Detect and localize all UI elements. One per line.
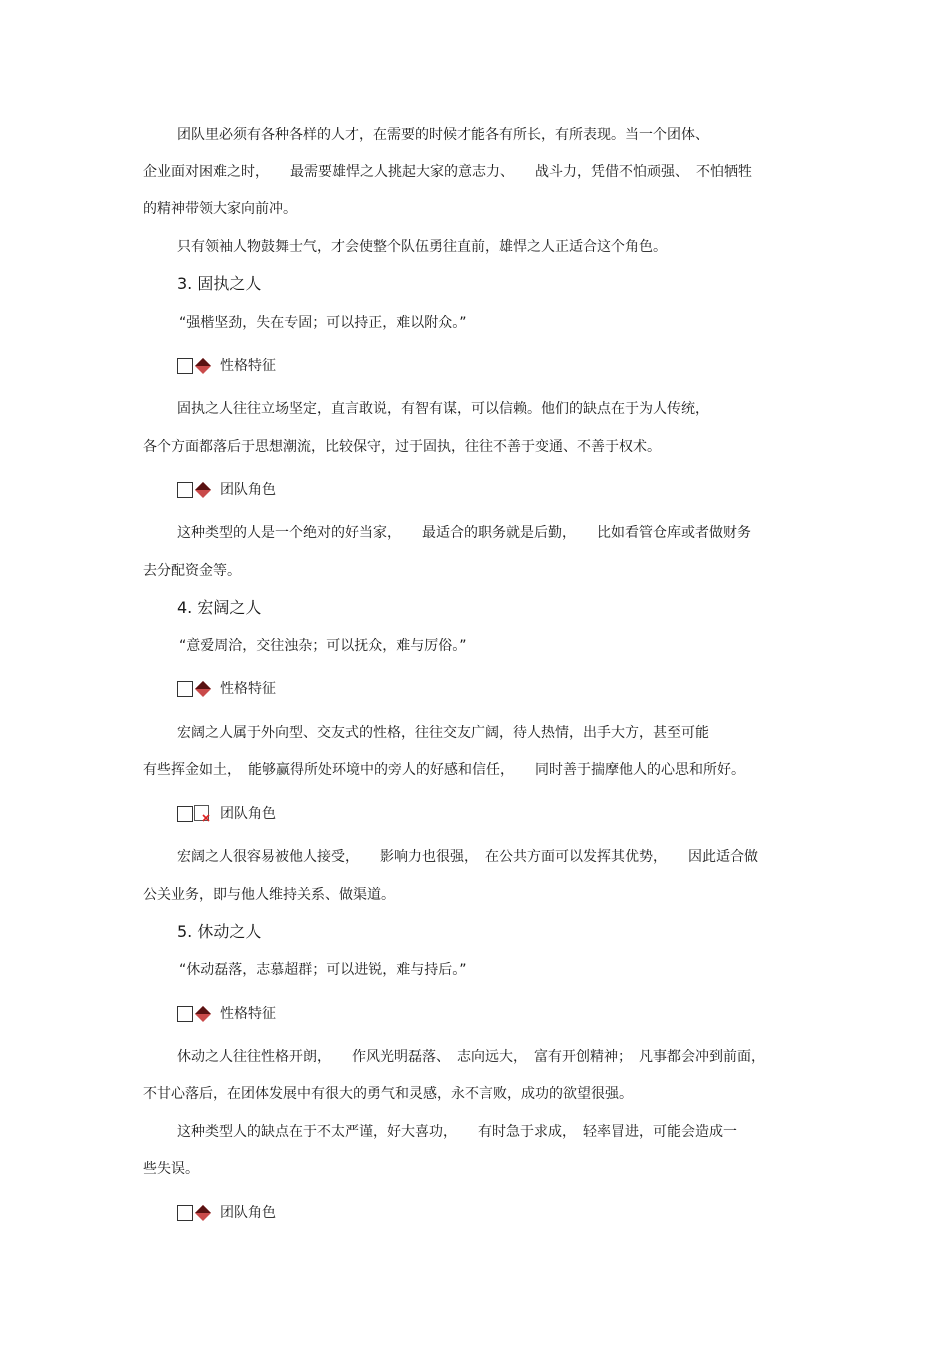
paragraph-line: 有些挥金如土， 能够赢得所处环境中的旁人的好感和信任， 同时善于揣摩他人的心思和所好。 [143, 762, 745, 778]
diamond-bullet-icon [194, 357, 212, 375]
subheading-trait [177, 356, 276, 376]
paragraph-line: 只有领袖人物鼓舞士气，才会使整个队伍勇往直前，雄悍之人正适合这个角色。 [177, 239, 667, 255]
paragraph-line: 这种类型人的缺点在于不太严谨，好大喜功， 有时急于求成， 轻率冒进，可能会造成一 [177, 1124, 737, 1140]
quote-line: “意爱周洽，交往浊杂；可以抚众，难与厉俗。” [179, 638, 467, 654]
paragraph-line: 的精神带领大家向前冲。 [143, 201, 297, 217]
checkbox-icon [177, 358, 193, 374]
checkbox-icon [177, 1006, 193, 1022]
checkbox-icon [177, 681, 193, 697]
paragraph-line: 宏阔之人属于外向型、交友式的性格，往往交友广阔，待人热情，出手大方，甚至可能 [177, 725, 709, 741]
subheading-label: 团队角色 [220, 1205, 276, 1221]
paragraph-line: 宏阔之人很容易被他人接受， 影响力也很强， 在公共方面可以发挥其优势， 因此适合做 [177, 849, 758, 865]
paragraph-line: 些失误。 [143, 1161, 199, 1177]
subheading-label: 团队角色 [220, 806, 276, 822]
checkbox-icon [177, 482, 193, 498]
diamond-bullet-icon [194, 1005, 212, 1023]
subheading-label: 性格特征 [220, 358, 276, 374]
section-heading: 4. 宏阔之人 [177, 598, 262, 617]
paragraph-line: 休动之人往往性格开朗， 作风光明磊落、 志向远大， 富有开创精神； 凡事都会冲到前面， [177, 1049, 765, 1065]
subheading-label: 团队角色 [220, 482, 276, 498]
quote-line: “休动磊落，志慕超群；可以进锐，难与持后。” [179, 962, 467, 978]
subheading-trait [177, 1004, 276, 1024]
paragraph-line: 团队里必须有各种各样的人才，在需要的时候才能各有所长，有所表现。当一个团体、 [177, 127, 709, 143]
quote-line: “强楷坚劲，失在专固；可以持正，难以附众。” [179, 315, 467, 331]
paragraph-line: 固执之人往往立场坚定，直言敢说，有智有谋，可以信赖。他们的缺点在于为人传统， [177, 401, 709, 417]
subheading-role [177, 804, 276, 824]
paragraph-line: 不甘心落后，在团体发展中有很大的勇气和灵感，永不言败，成功的欲望很强。 [143, 1086, 633, 1102]
subheading-role [177, 1203, 276, 1223]
subheading-label: 性格特征 [220, 1006, 276, 1022]
diamond-bullet-icon [194, 1204, 212, 1222]
diamond-bullet-icon [194, 481, 212, 499]
paragraph-line: 企业面对困难之时， 最需要雄悍之人挑起大家的意志力、 战斗力，凭借不怕顽强、 不怕牺牲 [143, 164, 752, 180]
section-heading: 5. 休动之人 [177, 922, 262, 941]
paragraph-line: 公关业务，即与他人维持关系、做渠道。 [143, 887, 395, 903]
paragraph-line: 去分配资金等。 [143, 563, 241, 579]
checkbox-icon [177, 806, 193, 822]
subheading-trait [177, 679, 276, 699]
broken-image-icon [194, 805, 212, 823]
paragraph-line: 这种类型的人是一个绝对的好当家， 最适合的职务就是后勤， 比如看管仓库或者做财务 [177, 525, 751, 541]
section-heading: 3. 固执之人 [177, 274, 262, 293]
checkbox-icon [177, 1205, 193, 1221]
subheading-label: 性格特征 [220, 681, 276, 697]
paragraph-line: 各个方面都落后于思想潮流，比较保守，过于固执，往往不善于变通、不善于权术。 [143, 439, 661, 455]
diamond-bullet-icon [194, 680, 212, 698]
subheading-role [177, 480, 276, 500]
